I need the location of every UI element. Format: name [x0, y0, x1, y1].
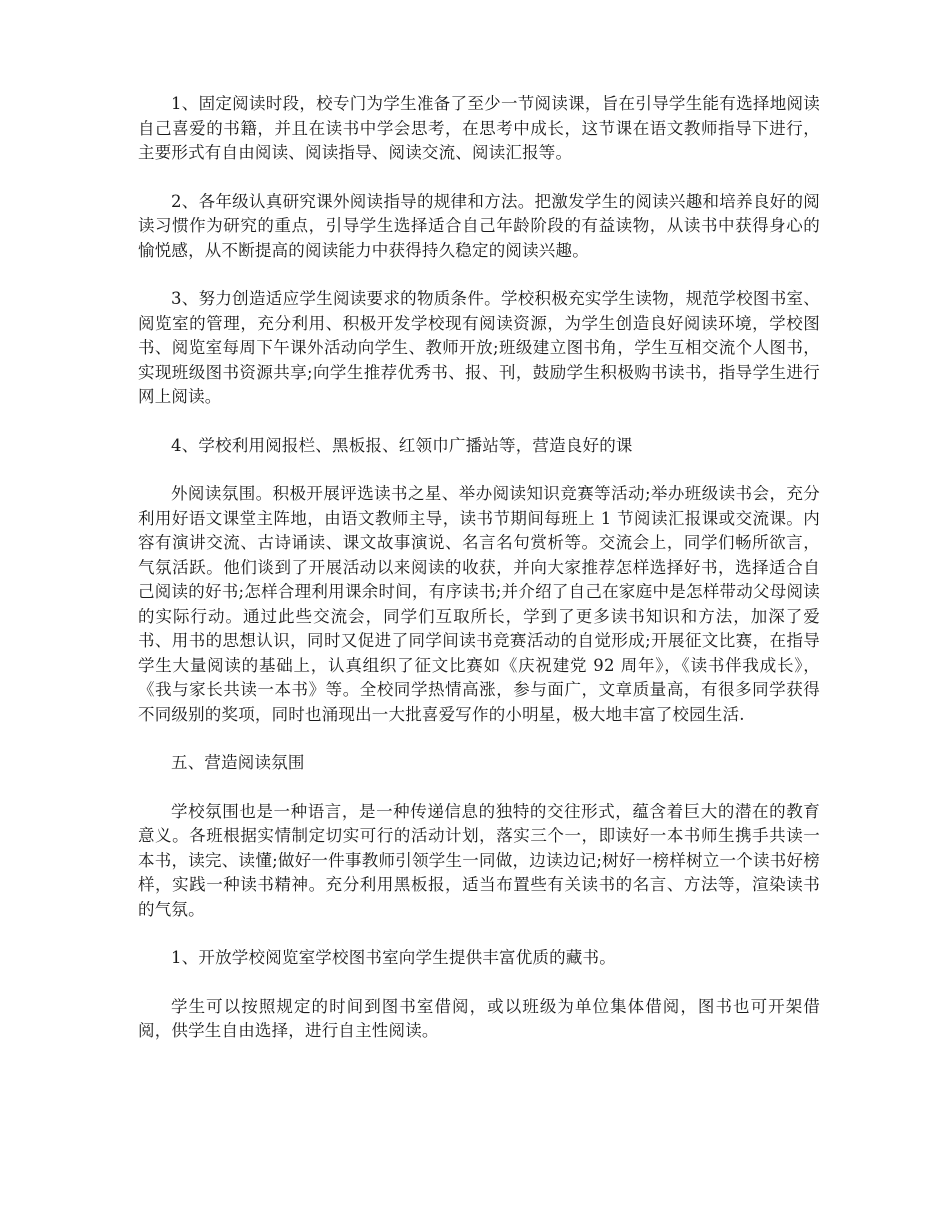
paragraph-borrowing: 学生可以按照规定的时间到图书室借阅，或以班级为单位集体借阅，图书也可开架借阅，供学生自由选择，进行自主性阅读。 [138, 996, 820, 1040]
paragraph-school-atmosphere: 学校氛围也是一种语言，是一种传递信息的独特的交往形式，蕴含着巨大的潜在的教育意义。各班根据实情制定切实可行的活动计划，落实三个一，即读好一本书师生携手共读一本书，读完、读懂;做好一件事教师引领学生一同做，边读边记;树好一榜样树立一个读书好榜样，实践一种读书精神。充分利用黑板报，适当布置些有关读书的名言、方法等，渲染读书的气氛。 [138, 801, 820, 919]
document-body [138, 92, 820, 1068]
paragraph-material-conditions: 3、努力创造适应学生阅读要求的物质条件。学校积极充实学生读物，规范学校图书室、阅览室的管理，充分利用、积极开发学校现有阅读资源，为学生创造良好阅读环境，学校图书、阅览室每周下午课外活动向学生、教师开放;班级建立图书角，学生互相交流个人图书，实现班级图书资源共享;向学生推荐优秀书、报、刊，鼓励学生积极购书读书，指导学生进行网上阅读。 [138, 289, 820, 406]
paragraph-reading-atmosphere-activities: 外阅读氛围。积极开展评选读书之星、举办阅读知识竞赛等活动;举办班级读书会，充分利用好语文课堂主阵地，由语文教师主导，读书节期间每班上 1 节阅读汇报课或交流课。内容有演讲交流、古诗诵读、课文故事演说、名言名句赏析等。交流会上，同学们畅所欲言，气氛活跃。他们谈到了开展活动以来阅读的收获，并向大家推荐怎样选择好书，选择适合自己阅读的好书;怎样合理利用课余时间，有序读书;并介绍了自己在家庭中是怎样带动父母阅读的实际行动。通过此些交流会，同学们互取所长，学到了更多读书知识和方法，加深了爱书、用书的思想认识，同时又促进了同学间读书竞赛活动的自觉形成;开展征文比赛，在指导学生大量阅读的基础上，认真组织了征文比赛如《庆祝建党 92 周年》，《读书伴我成长》，《我与家长共读一本书》等。全校同学热情高涨，参与面广，文章质量高，有很多同学获得不同级别的奖项，同时也涌现出一大批喜爱写作的小明星，极大地丰富了校园生活. [138, 484, 820, 724]
paragraph-reading-guidance: 2、各年级认真研究课外阅读指导的规律和方法。把激发学生的阅读兴趣和培养良好的阅读习惯作为研究的重点，引导学生选择适合自己年龄阶段的有益读物，从读书中获得身心的愉悦感，从不断提高的阅读能力中获得持久稳定的阅读兴趣。 [138, 191, 820, 260]
section-heading-reading-atmosphere: 五、营造阅读氛围 [171, 753, 305, 772]
paragraph-open-library: 1、开放学校阅览室学校图书室向学生提供丰富优质的藏书。 [171, 948, 616, 967]
paragraph-reading-time: 1、固定阅读时段，校专门为学生准备了至少一节阅读课，旨在引导学生能有选择地阅读自己喜爱的书籍，并且在读书中学会思考，在思考中成长，这节课在语文教师指导下进行，主要形式有自由阅读、阅读指导、阅读交流、阅读汇报等。 [138, 94, 820, 162]
paragraph-school-media: 4、学校利用阅报栏、黑板报、红领巾广播站等，营造良好的课 [171, 435, 633, 455]
